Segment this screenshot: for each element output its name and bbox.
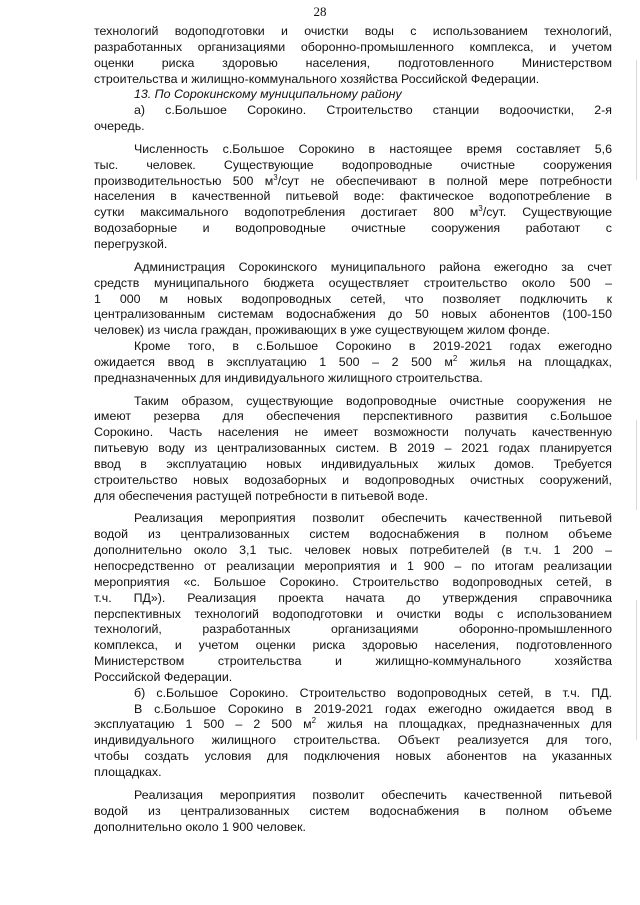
text-line: Кроме того, в с.Большое Сорокино в 2019-2021 годах ежегодно	[134, 339, 612, 354]
text-line: централизованным системам водоснабжения до 50 новых абонентов (100-150	[94, 307, 612, 322]
scan-edge-mark	[636, 420, 637, 510]
text-line: Сорокино. Часть населения не имеет возможности получать качественную	[94, 425, 612, 440]
text-line: Администрация Сорокинского муниципального района ежегодно за счет	[134, 259, 612, 274]
text-fragment: жилья на площадках, предназначенных для	[316, 717, 612, 732]
superscript: 3	[478, 204, 483, 214]
text-fragment: ожидается ввод в эксплуатацию 1 500 – 2 500 м	[94, 354, 453, 369]
text-line: водозаборные и водопроводные очистные сооружения работают с	[94, 221, 612, 236]
text-fragment: /сут. Существующие	[482, 205, 612, 220]
text-line: разработанных организациями оборонно-промышленного комплекса, и учетом	[94, 39, 612, 54]
text-line: человек) из числа граждан, проживающих в уже существующем жилом фонде.	[94, 323, 550, 338]
text-fragment: /сут не обеспечивают в полной мере потребности	[277, 173, 612, 188]
page-number: 28	[313, 4, 327, 19]
text-line: Численность с.Большое Сорокино в настоящее время составляет 5,6	[134, 141, 612, 156]
text-line: 1 000 м новых водопроводных сетей, что позволяет подключить к	[94, 291, 612, 306]
text-line	[94, 174, 612, 190]
text-line: населения в качественной питьевой воде: фактическое водопотребление в	[94, 189, 612, 204]
text-fragment: эксплуатацию 1 500 – 2 500 м	[94, 717, 312, 732]
text-fragment: сутки максимального водопотребления достигает 800 м	[94, 205, 479, 220]
text-line: площадках.	[94, 764, 162, 779]
text-line: водой из централизованных систем водоснабжения в полном объеме	[94, 527, 612, 542]
text-line: Министерством строительства и жилищно-коммунального хозяйства	[94, 654, 612, 669]
text-line: перспективных технологий водоподготовки и очистки воды с использованием	[94, 606, 612, 621]
document-body	[94, 24, 612, 835]
text-line	[94, 717, 612, 733]
text-line: Российской Федерации.	[94, 669, 233, 684]
text-line: чтобы создать условия для подключения новых абонентов на указанных	[94, 749, 612, 764]
text-line: очередь.	[94, 119, 145, 134]
text-line: водой из централизованных систем водоснабжения в полном объеме	[94, 803, 612, 818]
text-line: комплекса, и учетом оценки риска здоровью населения, подготовленного	[94, 638, 612, 653]
text-line: т.ч. ПД»). Реализация проекта начата до утверждения справочника	[94, 590, 612, 605]
text-line: Реализация мероприятия позволит обеспечить качественной питьевой	[134, 511, 612, 526]
text-line: строительство новых водозаборных и водопроводных очистных сооружений,	[94, 472, 612, 487]
text-line: Таким образом, существующие водопроводные очистные сооружения не	[134, 393, 612, 408]
text-fragment: производительностью 500 м	[94, 173, 274, 188]
text-line: перегрузкой.	[94, 236, 168, 251]
text-line: строительства и жилищно-коммунального хозяйства Российской Федерации.	[94, 71, 540, 86]
text-line: а) с.Большое Сорокино. Строительство станции водоочистки, 2-я	[134, 103, 612, 118]
text-line: тыс. человек. Существующие водопроводные очистные сооружения	[94, 157, 612, 172]
superscript: 2	[452, 353, 458, 363]
text-line: оценки риска здоровью населения, подготовленного Министерством	[94, 55, 612, 70]
text-line	[94, 205, 612, 221]
text-line: средств муниципального бюджета осуществляет строительство около 500 –	[94, 275, 612, 290]
text-line: непосредственно от реализации мероприятия и 1 900 – по итогам реализации	[94, 559, 612, 573]
text-line: для обеспечения растущей потребности в питьевой воде.	[94, 488, 429, 503]
text-line: б) с.Большое Сорокино. Строительство водопроводных сетей, в т.ч. ПД.	[134, 685, 612, 700]
text-line	[94, 355, 612, 371]
text-line: предназначенных для индивидуального жилищного строительства.	[94, 370, 483, 385]
text-fragment: жилья на площадках,	[457, 354, 612, 369]
text-line: ввод в эксплуатацию новых индивидуальных жилых домов. Требуется	[94, 456, 612, 471]
text-line: мероприятия «с. Большое Сорокино. Строительство водопроводных сетей, в	[94, 574, 612, 589]
text-line: имеют резерва для обеспечения перспективного развития с.Большое	[94, 409, 612, 424]
text-line: Реализация мероприятия позволит обеспечить качественной питьевой	[134, 787, 612, 802]
text-line: технологий водоподготовки и очистки воды с использованием технологий,	[94, 24, 612, 38]
scan-edge-mark	[636, 600, 637, 740]
section-heading: 13. По Сорокинскому муниципальному району	[134, 87, 402, 102]
text-line: дополнительно около 1 900 человек.	[94, 819, 306, 834]
text-line: В с.Большое Сорокино в 2019-2021 годах ежегодно ожидается ввод в	[134, 701, 612, 716]
scan-edge-mark	[636, 60, 637, 180]
superscript: 3	[273, 172, 278, 182]
text-line: питьевую воду из централизованных систем. В 2019 – 2021 годах планируется	[94, 441, 612, 456]
text-line: дополнительно около 3,1 тыс. человек новых потребителей (в т.ч. 1 200 –	[94, 543, 612, 558]
text-line: индивидуального жилищного строительства. Объект реализуется для того,	[94, 733, 612, 748]
text-line: технологий, разработанных организациями оборонно-промышленного	[94, 622, 612, 637]
superscript: 2	[311, 716, 317, 726]
